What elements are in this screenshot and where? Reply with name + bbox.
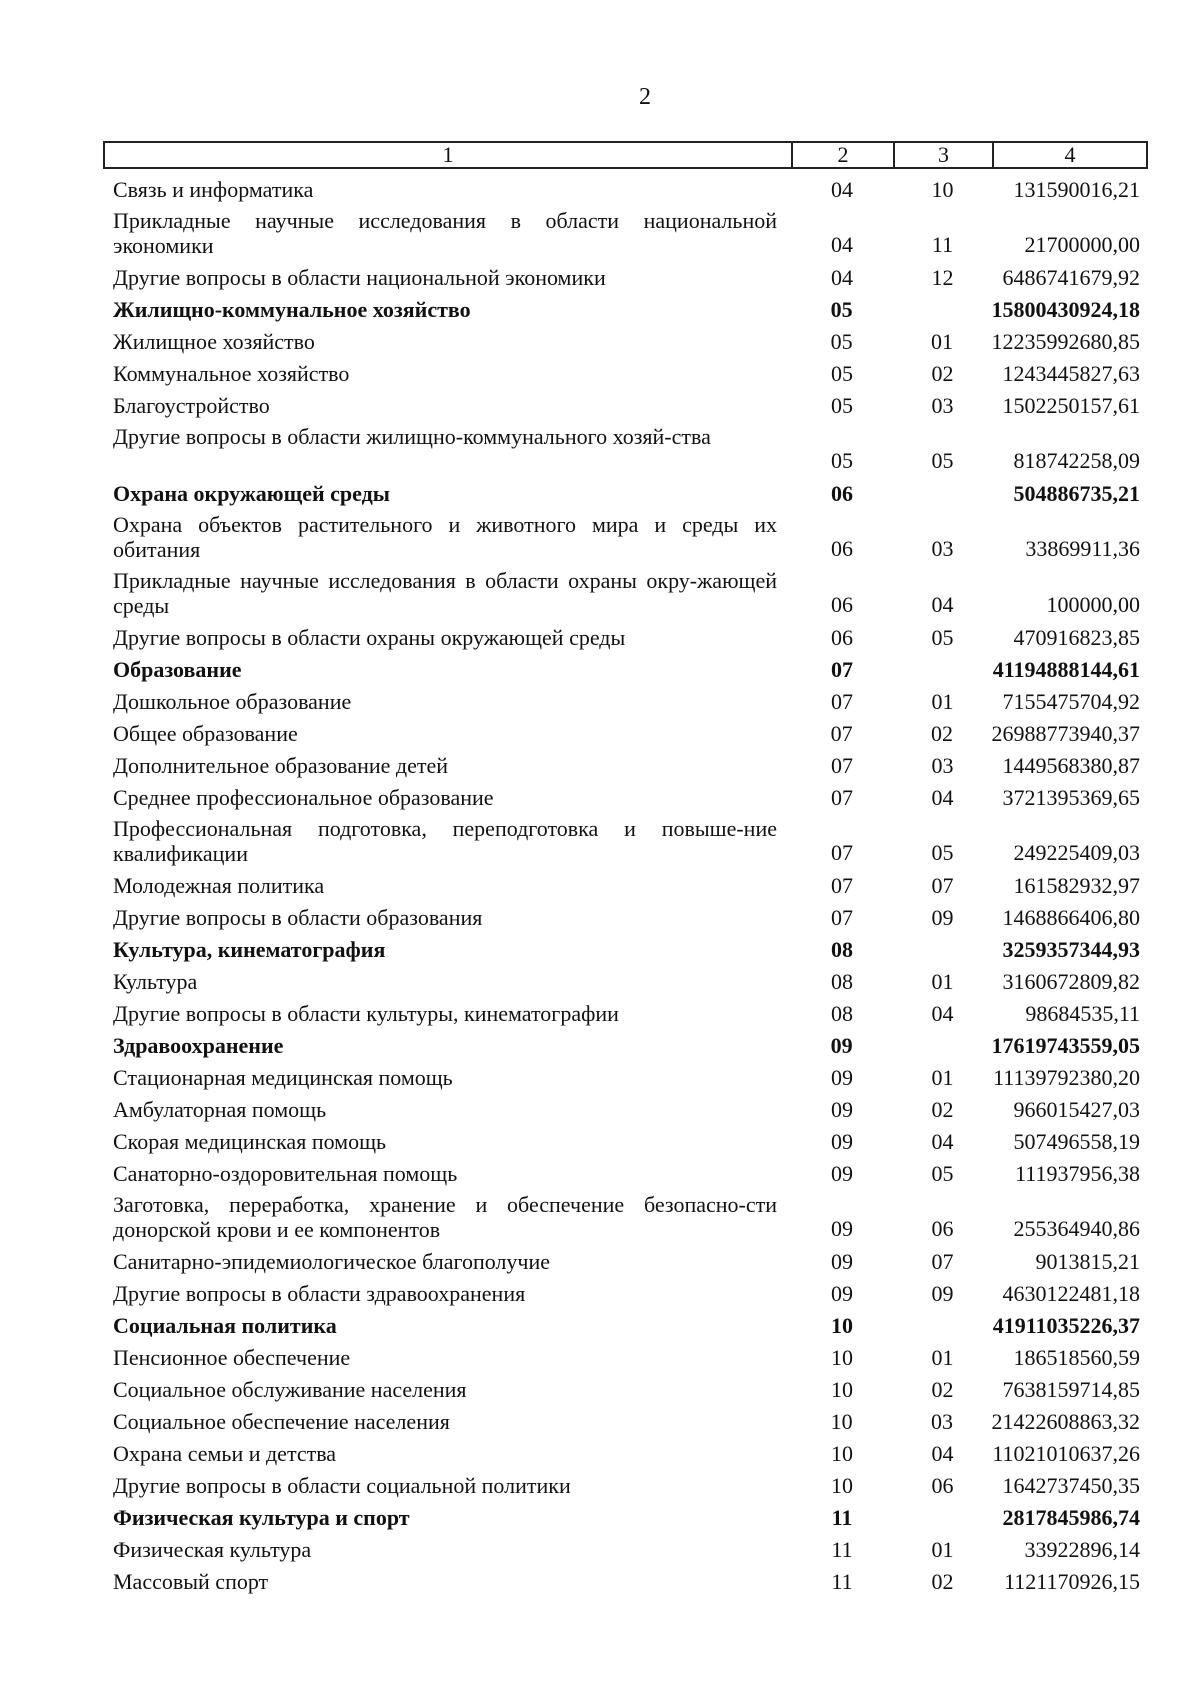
row-section-code: 07 bbox=[831, 753, 853, 778]
row-section-code: 11 bbox=[831, 1505, 853, 1530]
row-name: Прикладные научные исследования в области национальной экономики bbox=[113, 208, 777, 258]
section-row bbox=[103, 294, 1148, 326]
row-subsection-code: 01 bbox=[931, 1537, 954, 1562]
row-amount: 21700000,00 bbox=[1024, 232, 1140, 257]
row-subsection-code: 03 bbox=[931, 393, 954, 418]
row-name: Профессиональная подготовка, переподготовка и повыше-ние квалификации bbox=[113, 816, 777, 866]
row-section-code: 08 bbox=[831, 1001, 853, 1026]
row-subsection-code: 05 bbox=[931, 625, 954, 650]
row-section-code: 04 bbox=[831, 177, 853, 202]
row-amount: 12235992680,85 bbox=[991, 329, 1140, 354]
row-section-code: 09 bbox=[831, 1216, 853, 1241]
row-section-code: 07 bbox=[831, 657, 853, 682]
row-amount: 470916823,85 bbox=[1013, 625, 1140, 650]
row-amount: 131590016,21 bbox=[1013, 177, 1140, 202]
row-name: Другие вопросы в области национальной экономики bbox=[113, 265, 606, 290]
row-subsection-code: 03 bbox=[931, 536, 954, 561]
row-subsection-code: 02 bbox=[931, 1569, 954, 1594]
row-name: Общее образование bbox=[113, 721, 298, 746]
row-section-code: 08 bbox=[831, 969, 853, 994]
row-amount: 186518560,59 bbox=[1013, 1345, 1140, 1370]
header-col-1: 1 bbox=[105, 143, 793, 167]
row-section-code: 09 bbox=[831, 1097, 853, 1122]
row-amount: 11139792380,20 bbox=[993, 1065, 1140, 1090]
row-section-code: 07 bbox=[831, 873, 853, 898]
row-amount: 6486741679,92 bbox=[1002, 265, 1140, 290]
row-name: Другие вопросы в области охраны окружающей среды bbox=[113, 625, 626, 650]
row-name: Социальное обеспечение населения bbox=[113, 1409, 450, 1434]
row-subsection-code: 01 bbox=[931, 1345, 954, 1370]
row-subsection-code: 01 bbox=[931, 329, 954, 354]
table-row bbox=[103, 1094, 1148, 1126]
row-section-code: 05 bbox=[831, 448, 853, 473]
row-amount: 9013815,21 bbox=[1035, 1249, 1140, 1274]
table-row bbox=[103, 326, 1148, 358]
table-row bbox=[103, 1246, 1148, 1278]
row-subsection-code: 10 bbox=[931, 177, 954, 202]
row-subsection-code: 07 bbox=[931, 873, 954, 898]
page-number: 2 bbox=[639, 84, 651, 110]
table-row bbox=[103, 1158, 1148, 1190]
row-name: Культура, кинематография bbox=[113, 937, 386, 962]
row-section-code: 07 bbox=[831, 840, 853, 865]
row-subsection-code: 05 bbox=[931, 1161, 954, 1186]
table-row bbox=[103, 1438, 1148, 1470]
row-amount: 33869911,36 bbox=[1025, 536, 1140, 561]
row-name: Коммунальное хозяйство bbox=[113, 361, 350, 386]
row-section-code: 11 bbox=[831, 1569, 853, 1594]
table-row bbox=[103, 1190, 1148, 1246]
table-row bbox=[103, 902, 1148, 934]
row-name: Другие вопросы в области культуры, кинематографии bbox=[113, 1001, 619, 1026]
row-subsection-code: 06 bbox=[931, 1216, 954, 1241]
row-amount: 1642737450,35 bbox=[1002, 1473, 1140, 1498]
row-subsection-code: 05 bbox=[931, 840, 954, 865]
row-amount: 504886735,21 bbox=[1013, 481, 1140, 506]
row-name: Дополнительное образование детей bbox=[113, 753, 449, 778]
table-row bbox=[103, 206, 1148, 262]
row-amount: 3721395369,65 bbox=[1002, 785, 1140, 810]
row-section-code: 07 bbox=[831, 689, 853, 714]
section-row bbox=[103, 478, 1148, 510]
header-col-4: 4 bbox=[1064, 142, 1076, 167]
row-section-code: 05 bbox=[831, 361, 853, 386]
row-subsection-code bbox=[893, 1502, 992, 1534]
row-section-code: 07 bbox=[831, 785, 853, 810]
section-row bbox=[103, 934, 1148, 966]
row-name: Прикладные научные исследования в области охраны окру-жающей среды bbox=[113, 568, 777, 618]
row-name: Амбулаторная помощь bbox=[113, 1097, 327, 1122]
row-section-code: 06 bbox=[831, 625, 853, 650]
row-amount: 111937956,38 bbox=[1015, 1161, 1140, 1186]
table-row bbox=[103, 622, 1148, 654]
table-row bbox=[103, 718, 1148, 750]
header-col-3: 3 bbox=[895, 143, 994, 167]
row-name: Массовый спорт bbox=[113, 1569, 269, 1594]
row-name: Физическая культура и спорт bbox=[113, 1505, 410, 1530]
row-section-code: 09 bbox=[831, 1065, 853, 1090]
row-subsection-code bbox=[893, 1310, 992, 1342]
row-name: Другие вопросы в области образования bbox=[113, 905, 483, 930]
row-amount: 161582932,97 bbox=[1013, 873, 1140, 898]
row-section-code: 09 bbox=[831, 1161, 853, 1186]
row-amount: 1121170926,15 bbox=[1004, 1569, 1140, 1594]
table-row bbox=[103, 1374, 1148, 1406]
row-subsection-code bbox=[893, 294, 992, 326]
row-subsection-code: 12 bbox=[931, 265, 954, 290]
table-row bbox=[103, 358, 1148, 390]
table-row bbox=[103, 870, 1148, 902]
row-name: Жилищно-коммунальное хозяйство bbox=[113, 297, 471, 322]
row-amount: 21422608863,32 bbox=[991, 1409, 1140, 1434]
table-row bbox=[103, 686, 1148, 718]
table-row bbox=[103, 1566, 1148, 1598]
row-name: Связь и информатика bbox=[113, 177, 314, 202]
header-col-2: 2 bbox=[793, 143, 895, 167]
table-row bbox=[103, 1534, 1148, 1566]
row-section-code: 10 bbox=[831, 1441, 853, 1466]
row-amount: 249225409,03 bbox=[1013, 840, 1140, 865]
row-subsection-code: 09 bbox=[931, 905, 954, 930]
row-name: Другие вопросы в области социальной политики bbox=[113, 1473, 571, 1498]
table-row bbox=[103, 966, 1148, 998]
row-name: Благоустройство bbox=[113, 393, 270, 418]
table-row bbox=[103, 1278, 1148, 1310]
row-amount: 2817845986,74 bbox=[1002, 1505, 1140, 1530]
row-subsection-code: 05 bbox=[931, 448, 954, 473]
row-section-code: 10 bbox=[831, 1473, 853, 1498]
row-section-code: 06 bbox=[831, 592, 853, 617]
row-subsection-code: 02 bbox=[931, 721, 954, 746]
table-row bbox=[103, 510, 1148, 566]
table-row bbox=[103, 1062, 1148, 1094]
row-section-code: 09 bbox=[831, 1281, 853, 1306]
row-amount: 966015427,03 bbox=[1013, 1097, 1140, 1122]
table-row bbox=[103, 998, 1148, 1030]
row-section-code: 04 bbox=[831, 232, 853, 257]
row-name: Здравоохранение bbox=[113, 1033, 284, 1058]
row-section-code: 09 bbox=[831, 1129, 853, 1154]
row-amount: 818742258,09 bbox=[1013, 448, 1140, 473]
row-amount: 507496558,19 bbox=[1013, 1129, 1140, 1154]
row-section-code: 09 bbox=[831, 1249, 853, 1274]
row-name: Другие вопросы в области жилищно-коммунального хозяй-ства bbox=[113, 424, 711, 449]
row-name: Среднее профессиональное образование bbox=[113, 785, 494, 810]
section-row bbox=[103, 1310, 1148, 1342]
row-subsection-code bbox=[893, 934, 992, 966]
row-name: Социальное обслуживание населения bbox=[113, 1377, 467, 1402]
row-name: Пенсионное обеспечение bbox=[113, 1345, 351, 1370]
table-row bbox=[103, 262, 1148, 294]
row-amount: 17619743559,05 bbox=[991, 1033, 1140, 1058]
row-amount: 4630122481,18 bbox=[1002, 1281, 1140, 1306]
row-name: Заготовка, переработка, хранение и обеспечение безопасно-сти донорской крови и ее компонентов bbox=[113, 1192, 777, 1242]
row-subsection-code bbox=[893, 1030, 992, 1062]
row-amount: 100000,00 bbox=[1046, 592, 1140, 617]
table-row bbox=[103, 1126, 1148, 1158]
row-subsection-code: 01 bbox=[931, 689, 954, 714]
row-section-code: 10 bbox=[831, 1377, 853, 1402]
table-row bbox=[103, 174, 1148, 206]
row-amount: 7155475704,92 bbox=[1002, 689, 1140, 714]
row-subsection-code bbox=[893, 654, 992, 686]
row-subsection-code: 06 bbox=[931, 1473, 954, 1498]
row-amount: 41194888144,61 bbox=[992, 657, 1140, 682]
table-row bbox=[103, 1342, 1148, 1374]
row-section-code: 04 bbox=[831, 265, 853, 290]
row-section-code: 06 bbox=[831, 536, 853, 561]
row-section-code: 05 bbox=[831, 393, 853, 418]
row-section-code: 07 bbox=[831, 905, 853, 930]
row-name: Стационарная медицинская помощь bbox=[113, 1065, 453, 1090]
row-section-code: 10 bbox=[830, 1409, 853, 1434]
row-amount: 3259357344,93 bbox=[1002, 937, 1140, 962]
row-section-code: 07 bbox=[830, 721, 853, 746]
row-amount: 11021010637,26 bbox=[992, 1441, 1140, 1466]
row-amount: 1502250157,61 bbox=[1002, 393, 1140, 418]
row-amount: 255364940,86 bbox=[1013, 1216, 1140, 1241]
row-subsection-code: 04 bbox=[931, 1001, 954, 1026]
row-section-code: 11 bbox=[831, 1537, 853, 1562]
row-name: Молодежная политика bbox=[113, 873, 325, 898]
table-header bbox=[103, 141, 1148, 169]
table-row bbox=[103, 390, 1148, 422]
row-name: Культура bbox=[113, 969, 198, 994]
row-amount: 1243445827,63 bbox=[1002, 361, 1140, 386]
row-name: Социальная политика bbox=[113, 1313, 337, 1338]
table-row bbox=[103, 750, 1148, 782]
section-row bbox=[103, 1502, 1148, 1534]
row-subsection-code: 02 bbox=[931, 1377, 954, 1402]
row-section-code: 06 bbox=[831, 481, 853, 506]
row-name: Охрана окружающей среды bbox=[113, 481, 390, 506]
table-row bbox=[103, 566, 1148, 622]
row-subsection-code: 04 bbox=[931, 592, 954, 617]
row-name: Санаторно-оздоровительная помощь bbox=[113, 1161, 458, 1186]
row-amount: 26988773940,37 bbox=[991, 721, 1140, 746]
table-row bbox=[103, 1406, 1148, 1438]
row-name: Образование bbox=[113, 657, 242, 682]
row-amount: 7638159714,85 bbox=[1002, 1377, 1140, 1402]
row-amount: 3160672809,82 bbox=[1002, 969, 1140, 994]
row-section-code: 10 bbox=[831, 1313, 853, 1338]
row-section-code: 05 bbox=[830, 297, 853, 322]
table-row bbox=[103, 422, 1148, 478]
table-body bbox=[103, 174, 1148, 1598]
row-subsection-code: 09 bbox=[931, 1281, 954, 1306]
row-name: Физическая культура bbox=[113, 1537, 312, 1562]
table-row bbox=[103, 782, 1148, 814]
row-subsection-code: 11 bbox=[931, 232, 954, 257]
row-subsection-code: 03 bbox=[931, 753, 954, 778]
row-name: Скорая медицинская помощь bbox=[113, 1129, 387, 1154]
row-amount: 1449568380,87 bbox=[1002, 753, 1140, 778]
row-subsection-code: 04 bbox=[931, 1129, 954, 1154]
row-name: Санитарно-эпидемиологическое благополучие bbox=[113, 1249, 551, 1274]
row-subsection-code: 01 bbox=[931, 969, 954, 994]
row-name: Жилищное хозяйство bbox=[113, 329, 315, 354]
row-amount: 33922896,14 bbox=[1024, 1537, 1140, 1562]
row-amount: 1468866406,80 bbox=[1002, 905, 1140, 930]
section-row bbox=[103, 1030, 1148, 1062]
row-subsection-code: 02 bbox=[931, 361, 954, 386]
row-subsection-code: 04 bbox=[931, 785, 954, 810]
row-section-code: 05 bbox=[830, 329, 853, 354]
row-subsection-code: 07 bbox=[931, 1249, 954, 1274]
section-row bbox=[103, 654, 1148, 686]
row-amount: 41911035226,37 bbox=[992, 1313, 1140, 1338]
row-name: Дошкольное образование bbox=[113, 689, 352, 714]
row-subsection-code: 01 bbox=[931, 1065, 954, 1090]
row-amount: 15800430924,18 bbox=[991, 297, 1140, 322]
row-section-code: 10 bbox=[831, 1345, 853, 1370]
table-row bbox=[103, 1470, 1148, 1502]
row-name: Охрана объектов растительного и животного мира и среды их обитания bbox=[113, 512, 777, 562]
row-amount: 98684535,11 bbox=[1025, 1001, 1140, 1026]
row-subsection-code bbox=[893, 478, 992, 510]
row-name: Охрана семьи и детства bbox=[113, 1441, 337, 1466]
row-section-code: 09 bbox=[830, 1033, 853, 1058]
row-subsection-code: 04 bbox=[931, 1441, 954, 1466]
row-subsection-code: 02 bbox=[931, 1097, 954, 1122]
table-row bbox=[103, 814, 1148, 870]
row-section-code: 08 bbox=[831, 937, 853, 962]
row-subsection-code: 03 bbox=[931, 1409, 954, 1434]
row-name: Другие вопросы в области здравоохранения bbox=[113, 1281, 526, 1306]
